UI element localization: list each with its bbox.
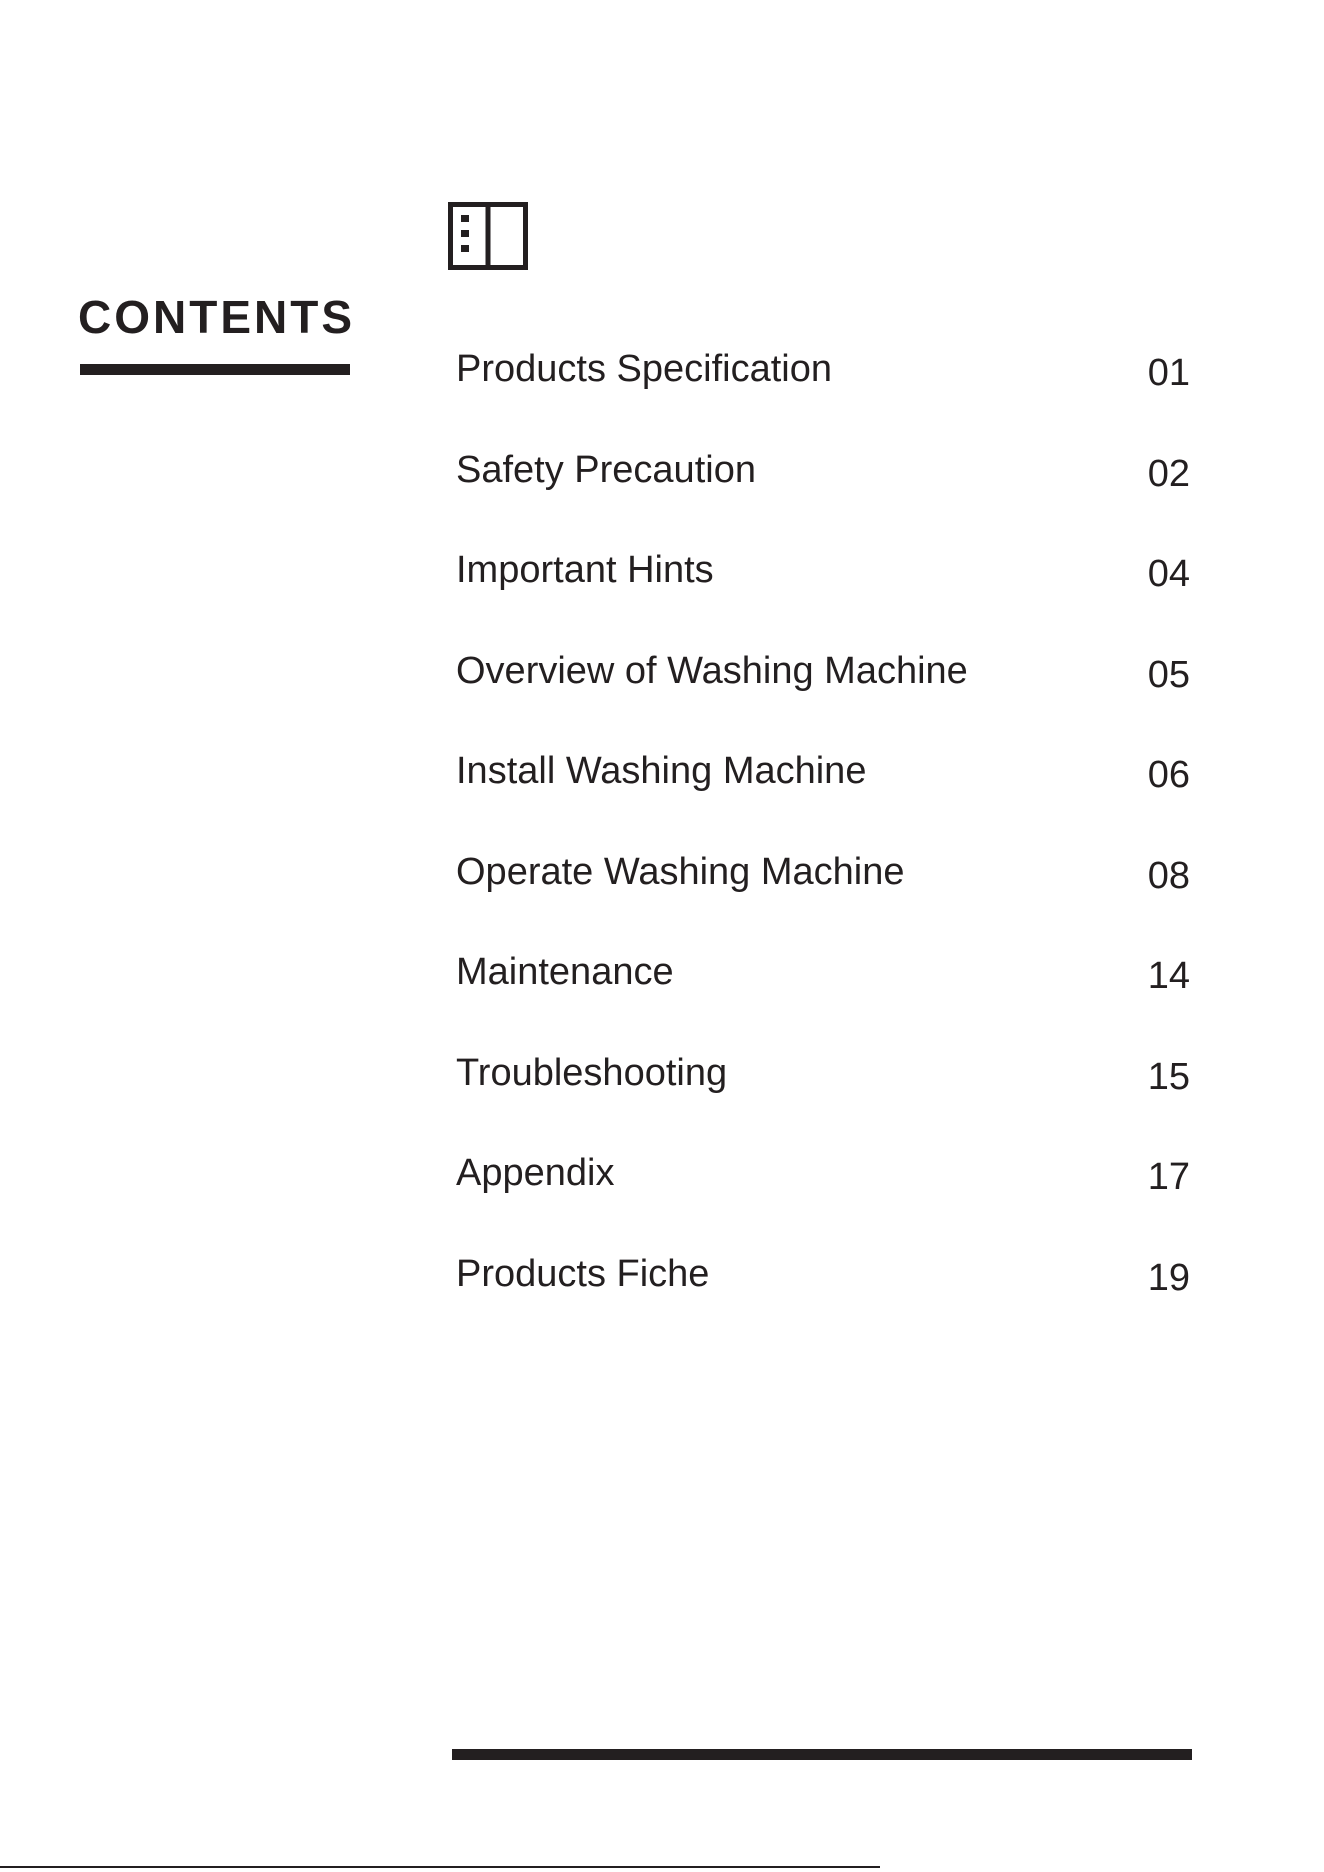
toc-entry-page: 08 bbox=[1147, 854, 1190, 897]
toc-entry-page: 17 bbox=[1147, 1156, 1190, 1198]
toc-entry-title: Important Hints bbox=[456, 549, 714, 591]
toc-entry[interactable] bbox=[456, 1050, 1196, 1151]
toc-entry-title: Maintenance bbox=[456, 951, 674, 993]
toc-entry-page: 02 bbox=[1147, 452, 1190, 495]
book-icon bbox=[448, 202, 528, 270]
toc-entry-page: 19 bbox=[1147, 1256, 1190, 1299]
page-title: CONTENTS bbox=[78, 291, 355, 343]
table-of-contents bbox=[456, 346, 1196, 1351]
toc-entry-title: Overview of Washing Machine bbox=[456, 649, 968, 692]
toc-entry-page: 05 bbox=[1147, 653, 1190, 696]
toc-entry-title: Products Specification bbox=[456, 348, 832, 390]
toc-entry-title: Appendix bbox=[456, 1152, 615, 1194]
bottom-divider bbox=[452, 1749, 1192, 1760]
toc-entry-title: Safety Precaution bbox=[456, 448, 756, 491]
title-underline bbox=[80, 364, 350, 375]
toc-entry[interactable] bbox=[456, 1251, 1196, 1352]
toc-entry[interactable] bbox=[456, 849, 1196, 950]
toc-entry[interactable] bbox=[456, 447, 1196, 548]
toc-entry-title: Install Washing Machine bbox=[456, 750, 867, 792]
toc-entry[interactable] bbox=[456, 346, 1196, 447]
toc-entry[interactable] bbox=[456, 547, 1196, 648]
toc-entry-page: 06 bbox=[1147, 754, 1190, 796]
toc-entry[interactable] bbox=[456, 648, 1196, 749]
toc-entry[interactable] bbox=[456, 1150, 1196, 1251]
toc-entry[interactable] bbox=[456, 949, 1196, 1050]
toc-entry[interactable] bbox=[456, 748, 1196, 849]
toc-entry-title: Troubleshooting bbox=[456, 1051, 728, 1094]
toc-entry-title: Operate Washing Machine bbox=[456, 850, 905, 893]
toc-entry-title: Products Fiche bbox=[456, 1252, 710, 1295]
toc-entry-page: 14 bbox=[1147, 955, 1190, 997]
toc-entry-page: 15 bbox=[1147, 1055, 1190, 1098]
toc-entry-page: 01 bbox=[1147, 352, 1190, 394]
toc-entry-page: 04 bbox=[1147, 553, 1190, 595]
footer-rule bbox=[0, 1866, 880, 1868]
